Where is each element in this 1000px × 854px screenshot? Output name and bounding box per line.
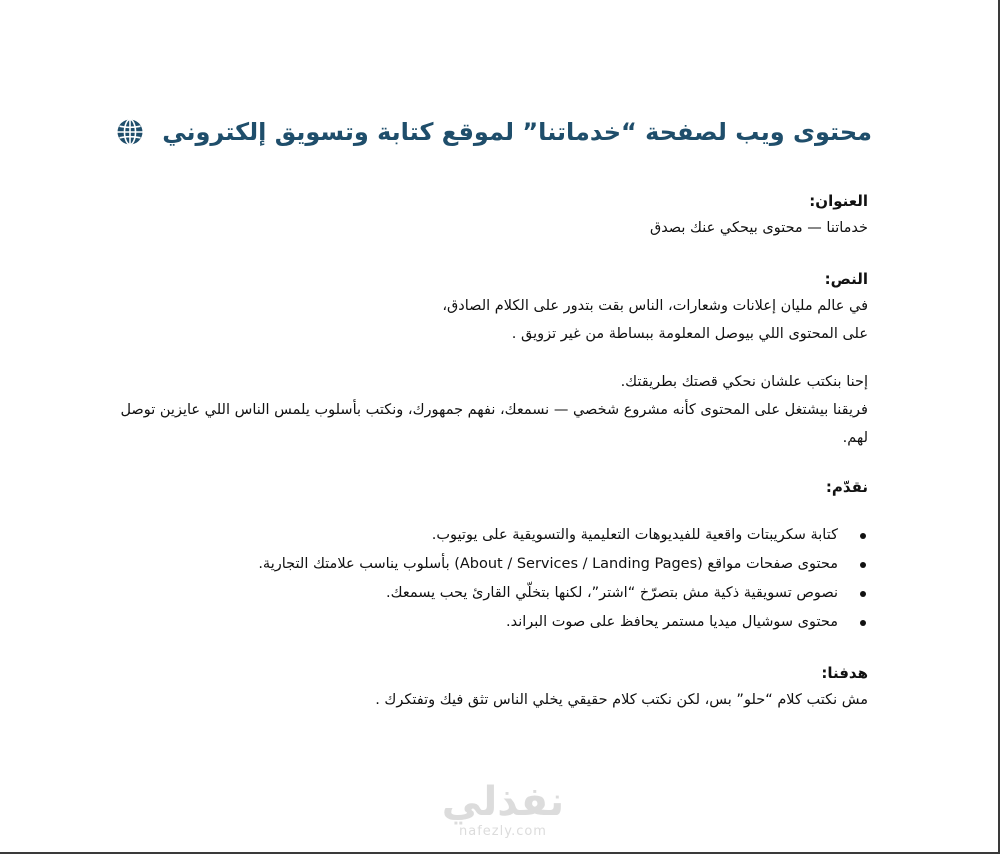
list-item xyxy=(98,608,868,637)
text-line-1: في عالم مليان إعلانات وشعارات، الناس بقت بتدور على الكلام الصادق، xyxy=(442,298,868,314)
list-item xyxy=(98,579,868,608)
heading-value: خدماتنا — محتوى بيحكي عنك بصدق xyxy=(649,220,868,236)
service-item-text: محتوى سوشيال ميديا مستمر يحافظ على صوت البراند. xyxy=(506,614,838,630)
title-row xyxy=(116,118,872,146)
goal-value: مش نكتب كلام “حلو” بس، لكن نكتب كلام حقيقي يخلي الناس تثق فيك وتفتكرك . xyxy=(375,692,868,708)
service-item-text: نصوص تسويقية ذكية مش بتصرّخ “اشتر”، لكنها بتخلّي القارئ يحب يسمعك. xyxy=(386,585,838,601)
watermark-latin: nafezly.com xyxy=(459,824,547,839)
text-section xyxy=(98,266,868,348)
bullet-icon xyxy=(860,533,866,539)
service-item-text: محتوى صفحات مواقع (About / Services / Landing Pages) بأسلوب يناسب علامتك التجارية. xyxy=(258,556,838,572)
watermark xyxy=(438,780,568,840)
goal-section xyxy=(98,660,868,714)
about-line-3: لهم. xyxy=(842,430,868,446)
offer-label: نقدّم: xyxy=(825,478,868,496)
offer-section xyxy=(98,474,868,500)
text-line-2: على المحتوى اللي بيوصل المعلومة ببساطة من غير تزويق . xyxy=(511,326,868,342)
list-item xyxy=(98,550,868,579)
goal-label: هدفنا: xyxy=(821,664,868,682)
service-item-text: كتابة سكريبتات واقعية للفيديوهات التعليمية والتسويقية على يوتيوب. xyxy=(431,527,838,543)
bullet-icon xyxy=(860,591,866,597)
about-section xyxy=(98,368,868,452)
list-item xyxy=(98,521,868,550)
heading-section xyxy=(98,188,868,242)
services-list xyxy=(98,521,868,637)
watermark-arabic: نفذلي xyxy=(441,779,565,825)
about-line-1: إحنا بنكتب علشان نحكي قصتك بطريقتك. xyxy=(620,374,868,390)
about-line-2: فريقنا بيشتغل على المحتوى كأنه مشروع شخصي — نسمعك، نفهم جمهورك، ونكتب بأسلوب يلمس الناس اللي عايزين توصل xyxy=(120,402,868,418)
heading-label: العنوان: xyxy=(809,192,868,210)
text-label: النص: xyxy=(824,270,868,288)
bullet-icon xyxy=(860,562,866,568)
document-title: محتوى ويب لصفحة “خدماتنا” لموقع كتابة وتسويق إلكتروني xyxy=(162,118,872,146)
bullet-icon xyxy=(860,620,866,626)
globe-icon xyxy=(116,118,144,146)
